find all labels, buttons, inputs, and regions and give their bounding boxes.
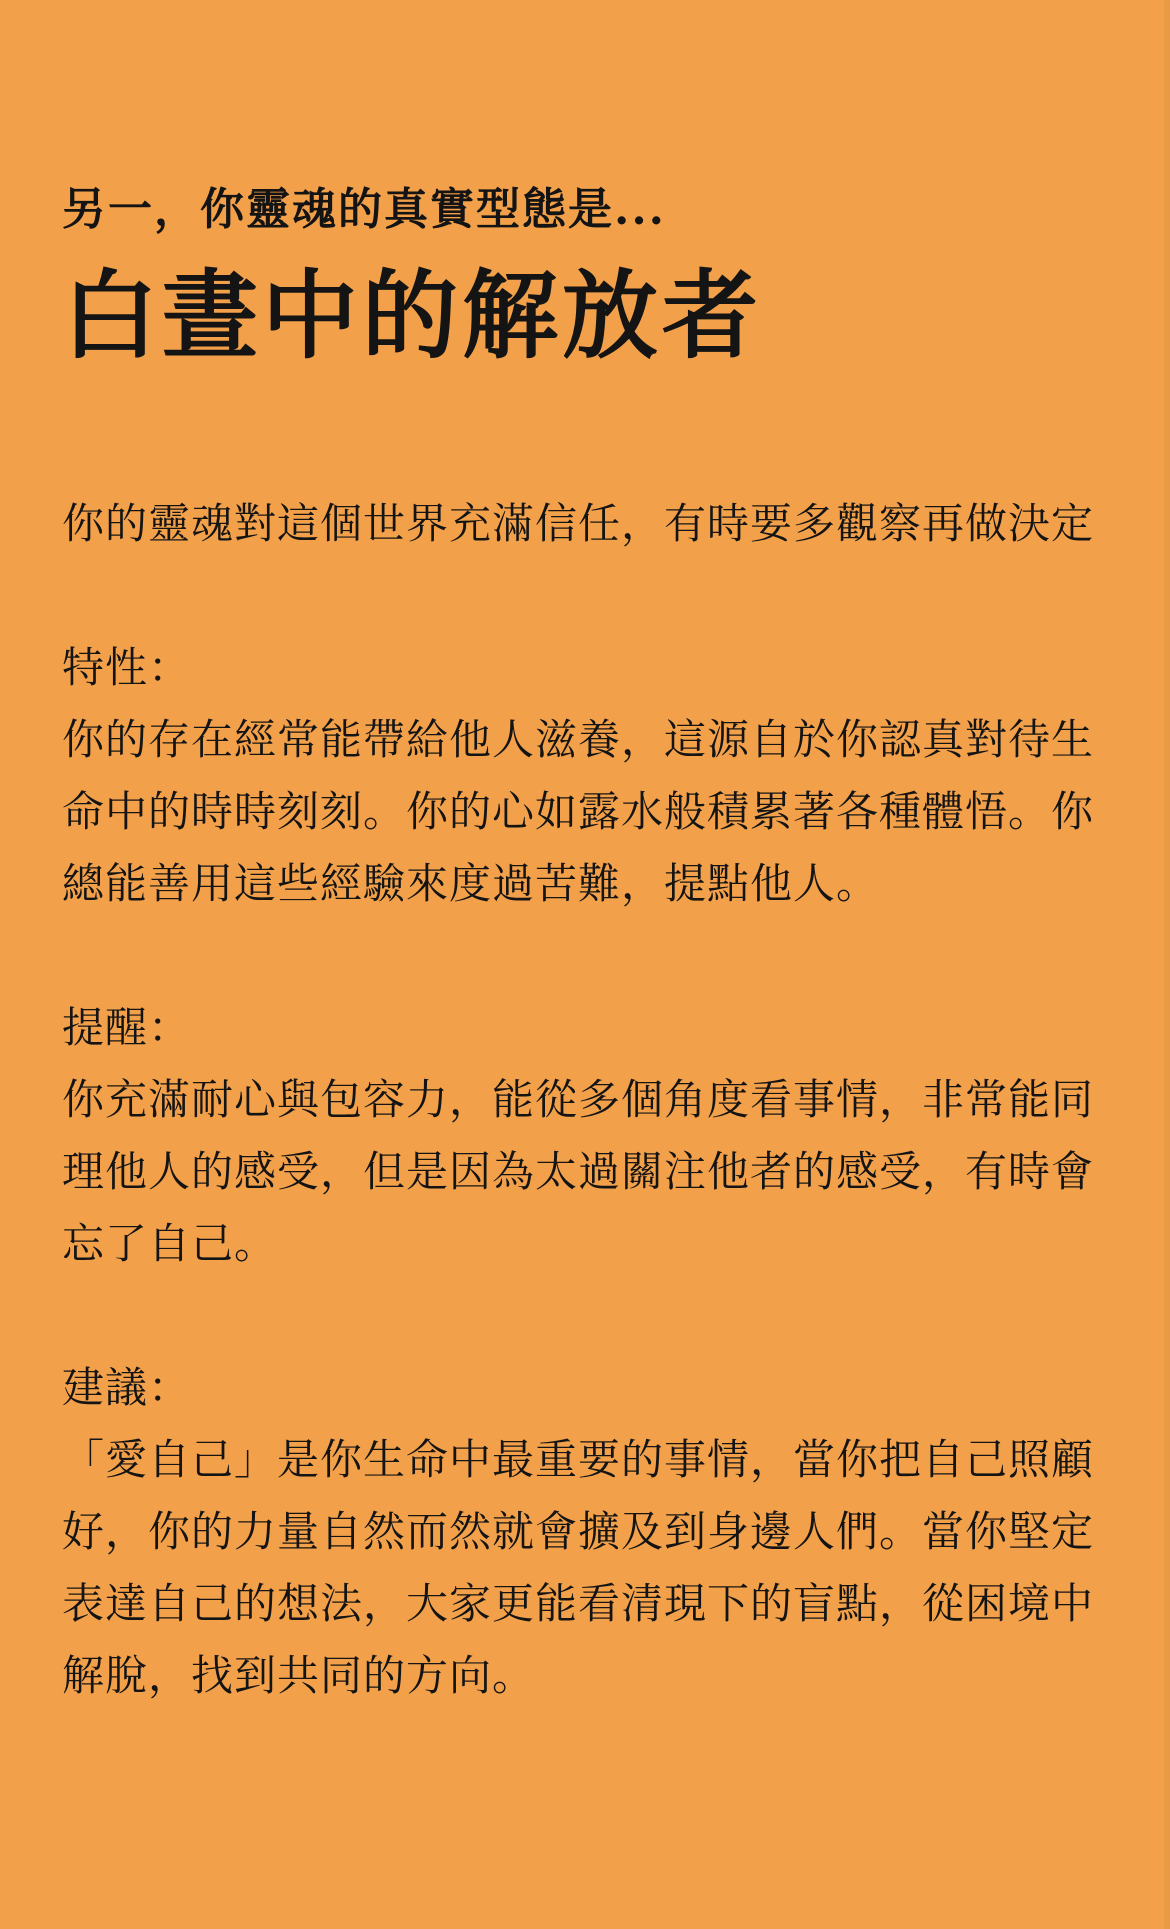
page-edge — [1164, 0, 1170, 1929]
traits-text: 你的存在經常能帶給他人滋養，這源自於你認真對待生命中的時時刻刻。你的心如露水般積累著各種體悟。你總能善用這些經驗來度過苦難，提點他人。 — [62, 715, 1095, 908]
reminder-section — [62, 992, 1108, 1280]
advice-text: 「愛自己」是你生命中最重要的事情，當你把自己照顧好，你的力量自然而然就會擴及到身邊人們。當你堅定表達自己的想法，大家更能看清現下的盲點，從困境中解脫，找到共同的方向。 — [62, 1435, 1095, 1700]
reminder-text: 你充滿耐心與包容力，能從多個角度看事情，非常能同理他人的感受，但是因為太過關注他者的感受，有時會忘了自己。 — [62, 1075, 1095, 1268]
result-title: 白晝中的解放者 — [62, 259, 762, 372]
traits-section — [62, 632, 1108, 920]
result-subtitle: 另一，你靈魂的真實型態是... — [62, 184, 666, 235]
traits-label: 特性： — [62, 643, 192, 692]
result-summary: 你的靈魂對這個世界充滿信任，有時要多觀察再做決定 — [62, 499, 1095, 548]
advice-section — [62, 1352, 1108, 1712]
advice-label: 建議： — [62, 1363, 192, 1412]
reminder-label: 提醒： — [62, 1003, 192, 1052]
